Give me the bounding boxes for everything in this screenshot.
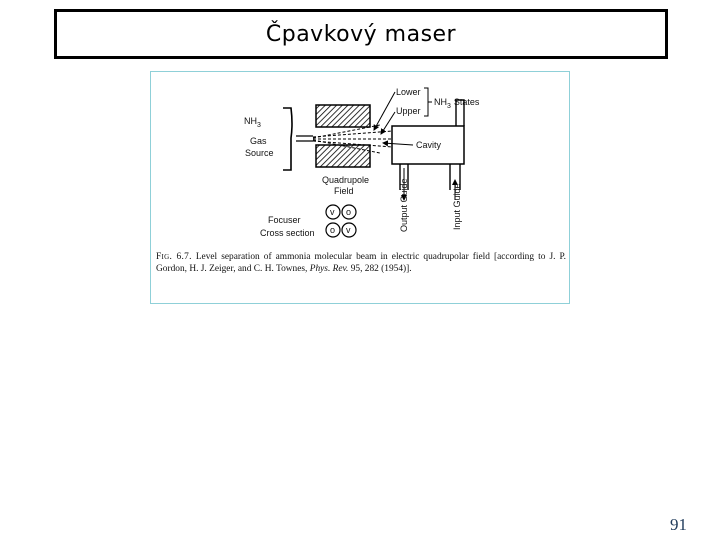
label-output-guide: Output Guide: [399, 178, 409, 232]
caption-journal: Phys. Rev.: [309, 264, 349, 274]
label-input-guide: Input Guide: [452, 183, 462, 230]
label-field: Field: [334, 186, 354, 196]
label-nh3-states: $NH_3$ States: [434, 97, 480, 110]
pole-v-1: v: [330, 207, 335, 217]
lower-pointer: [374, 92, 395, 130]
figure-caption: [156, 251, 566, 275]
pole-v-2: v: [346, 225, 351, 235]
label-upper: Upper: [396, 106, 421, 116]
label-gas: Gas: [250, 136, 267, 146]
label-source: Source: [245, 148, 274, 158]
label-quadrupole: Quadrupole: [322, 175, 370, 185]
pole-o-2: o: [330, 225, 336, 235]
label-cavity: Cavity: [416, 140, 442, 150]
label-nh3: $NH_3$: [244, 116, 261, 129]
label-cross-section: Cross section: [260, 228, 315, 238]
gas-source-outline: [283, 108, 292, 170]
caption-fig-label: Fig. 6.7.: [156, 252, 192, 262]
pole-o-1: o: [346, 207, 352, 217]
quadrupole-electrode-bottom: [316, 145, 370, 167]
quadrupole-electrode-top: [316, 105, 370, 127]
states-bracket: [424, 88, 432, 116]
caption-end: 95, 282 (1954)].: [348, 264, 412, 274]
caption-text: Level separation of ammonia molecular beam in electric quadrupolar field [according to J. P. Gordon, H. J. Zeiger, and C. H. Townes,: [156, 252, 566, 274]
beam-inlet: [296, 136, 313, 141]
page-number: 91: [670, 515, 687, 534]
label-focuser: Focuser: [268, 215, 301, 225]
label-lower: Lower: [396, 87, 421, 97]
slide-title: Čpavkový maser: [265, 21, 457, 47]
